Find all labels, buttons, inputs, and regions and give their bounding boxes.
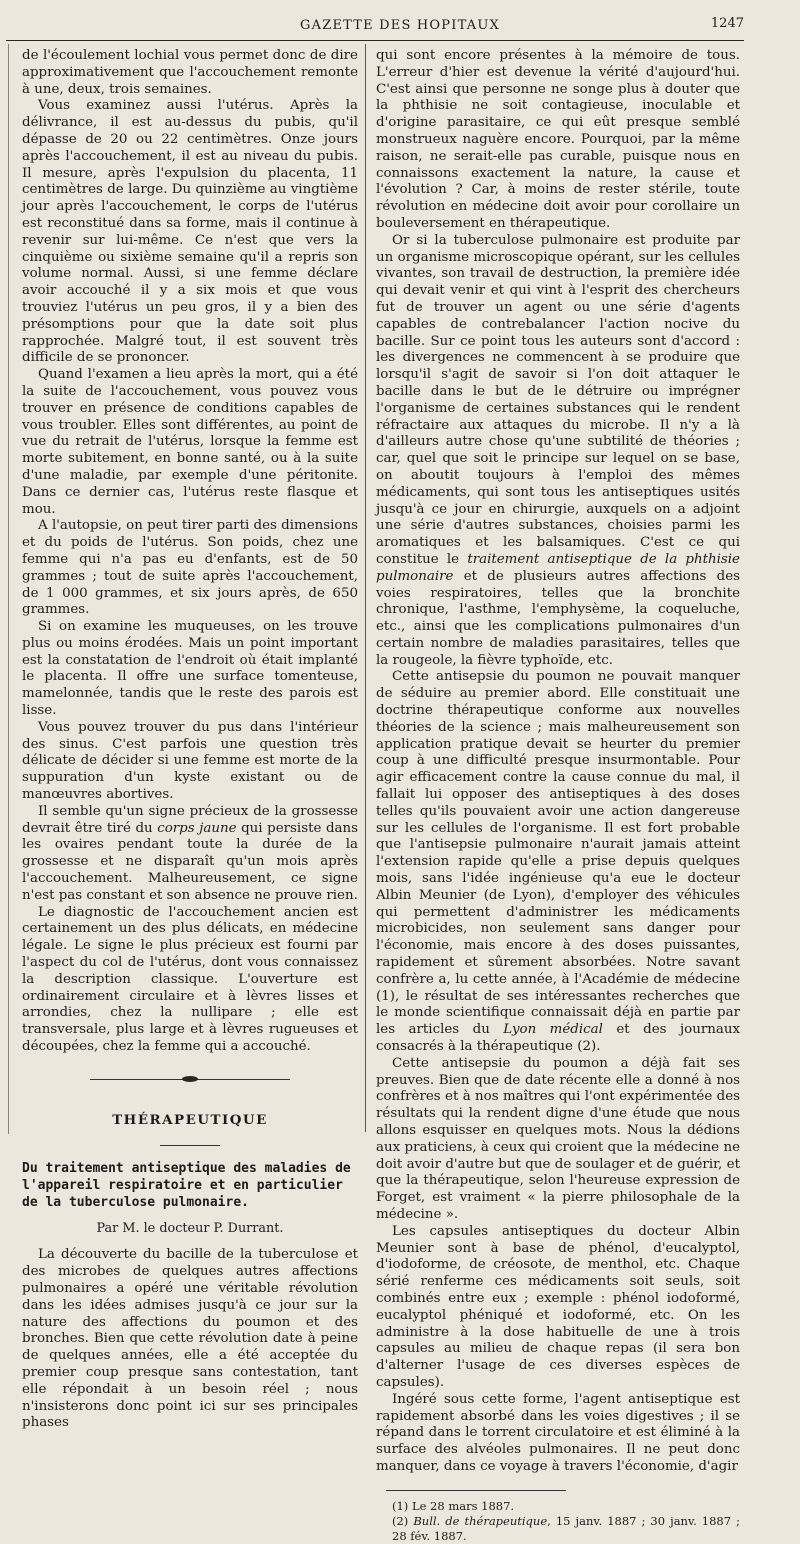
section-separator <box>90 1074 290 1084</box>
paragraph: qui sont encore présentes à la mémoire de tous. L'erreur d'hier est devenue la vérité d'aujourd'hui. C'est ainsi que personne ne songe plus à douter que la phthisie ne soit contagieuse, inoculable et d'origine parasitaire, ce qui eût presque semblé monstrueux naguère encore. Pourquoi, par la même raison, ne serait-elle pas curable, puisque nous en connaissons exactement la nature, la cause et l'évolution ? Car, à moins de rester stérile, toute révolution en médecine doit avoir pour corollaire un bouleversement en thérapeutique. <box>376 48 740 231</box>
paragraph-text: qui persiste dans les ovaires pendant toute la durée de la grossesse et ne disparaît qu'un mois après l'accouchement. Malheureusement, ce signe n'est pas constant et son absence ne prouve rien. <box>22 820 358 903</box>
left-column <box>22 48 358 1431</box>
footnote <box>392 1514 740 1544</box>
paragraph-text: Cette antisepsie du poumon ne pouvait manquer de séduire au premier abord. Elle constituait une doctrine thérapeutique conforme aux nouvelles théories de la science ; mais malheureusement son application pratique devait se heurter du premier coup à une difficulté presque insurmontable. Pour agir efficacement contre la cause connue du mal, il fallait lui opposer des antiseptiques à des doses telles qu'ils pouvaient avoir une action dangereuse sur les cellules de l'organisme. Il est fort probable que l'antisepsie pulmonaire n'aurait jamais atteint l'extension rapide qu'elle a prise depuis quelques mois, sans l'idée ingénieuse qu'a eue le docteur Albin Meunier (de Lyon), d'employer des véhicules qui permettent d'administrer les médicaments microbicides, non seulement sans danger pour l'économie, mais encore à des doses puissantes, rapidement et sûrement absorbées. Notre savant confrère a, lu cette année, à l'Académie de médecine (1), le résultat de ses intéressantes recherches que le monde scientifique connaissait déjà en partie par les articles du <box>376 669 740 1038</box>
section-title: THÉRAPEUTIQUE <box>112 1111 268 1128</box>
italic-term: traitement antiseptique de la phthisie pulmonaire <box>376 551 740 584</box>
page-number: 1247 <box>710 16 744 31</box>
footnote-rule <box>386 1490 566 1491</box>
footnote-text: (2) <box>392 1513 414 1528</box>
paragraph-text: Il semble qu'un signe précieux de la grossesse devrait être tiré du <box>22 803 358 836</box>
paragraph-text: et de plusieurs autres affections des voies respiratoires, telles que la bronchite chronique, l'asthme, l'emphysème, la coqueluche, etc., ainsi que les complications pulmonaires d'un certain nombre de maladies parasitaires, telles que la rougeole, la fièvre typhoïde, etc. <box>376 568 740 668</box>
title-rule <box>160 1145 220 1146</box>
footnote-text: (1) Le 28 mars 1887. <box>392 1498 515 1513</box>
paragraph: de l'écoulement lochial vous permet donc de dire approximativement que l'accouchement remonte à une, deux, trois semaines. <box>22 48 358 97</box>
paragraph: Les capsules antiseptiques du docteur Albin Meunier sont à base de phénol, d'eucalyptol, d'iodoforme, de créosote, de menthol, etc. Chaque sérié renferme ces médicaments soit seuls, soit combinés entre eux ; exemple : phénol iodoformé, eucalyptol phéniqué et iodoformé, etc. On les administre à la dose habituelle de une à trois capsules au milieu de chaque repas (il sera bon d'alterner l'usage de ces diverses espèces de capsules). <box>376 1223 740 1390</box>
footnote <box>392 1499 740 1514</box>
paragraph: Le diagnostic de l'accouchement ancien est certainement un des plus délicats, en médecine légale. Le signe le plus précieux est fourni par l'aspect du col de l'utérus, dont vous connaissez la description classique. L'ouverture est ordinairement circulaire et à lèvres lisses et arrondies, chez la nullipare ; elle est transversale, plus large et à lèvres rugueuses et découpées, chez la femme qui a accouché. <box>22 904 358 1055</box>
paragraph: Vous pouvez trouver du pus dans l'intérieur des sinus. C'est parfois une question très délicate de décider si une femme est morte de la suppuration d'un kyste existant ou de manœuvres abortives. <box>22 719 358 803</box>
paragraph: Ingéré sous cette forme, l'agent antiseptique est rapidement absorbé dans les voies digestives ; il se répand dans le torrent circulatoire et est éliminé à la surface des alvéoles pulmonaires. Il ne peut donc manquer, dans ce voyage à travers l'économie, d'agir <box>376 1391 740 1474</box>
article-author: Par M. le docteur P. Durrant. <box>96 1220 284 1236</box>
right-column <box>376 48 741 1543</box>
paragraph: Cette antisepsie du poumon a déjà fait ses preuves. Bien que de date récente elle a donné à nos confrères et à nos maîtres qui l'ont expérimentée des résultats qui la rendent digne d'une étude que nous allons esquisser en quelques mots. Nous la dédions aux praticiens, à ceux qui croient que la médecine ne doit avoir d'autre but que de soulager et de guérir, et que la thérapeutique, selon l'heureuse expression de Forget, est vraiment « la pierre philosophale de la médecine ». <box>376 1055 740 1222</box>
footnotes <box>376 1499 740 1544</box>
page-edge-rule <box>8 44 9 1134</box>
header-rule <box>6 40 744 41</box>
italic-term: Lyon médical <box>503 1022 603 1038</box>
column-divider <box>365 44 366 1132</box>
article-title: Du traitement antiseptique des maladies de l'appareil respiratoire et en particulier de la tuberculose pulmonaire. <box>22 1160 351 1210</box>
footnote-text: , 15 janv. 1887 ; 30 janv. 1887 ; 28 fév. 1887. <box>392 1513 740 1543</box>
paragraph <box>376 233 740 670</box>
paragraph <box>22 804 358 905</box>
paragraph: Quand l'examen a lieu après la mort, qui a été la suite de l'accouchement, vous pouvez vous trouver en présence de conditions capables de vous troubler. Elles sont différentes, au point de vue du retrait de l'utérus, lorsque la femme est morte subitement, en bonne santé, ou à la suite d'une maladie, par exemple d'une péritonite. Dans ce dernier cas, l'utérus reste flasque et mou. <box>22 367 358 517</box>
paragraph: La découverte du bacille de la tuberculose et des microbes de quelques autres affections pulmonaires a opéré une véritable révolution dans les idées admises jusqu'à ce jour sur la nature des affections du poumon et des bronches. Bien que cette révolution date à peine de quelques années, elle a été acceptée du premier coup presque sans contestation, tant elle répondait à un besoin réel ; nous n'insisterons donc point ici sur ses principales phases <box>22 1247 358 1431</box>
paragraph-text: et des journaux consacrés à la thérapeutique (2). <box>376 1022 741 1055</box>
footnote-italic: Bull. de thérapeutique <box>413 1513 548 1528</box>
paragraph: Si on examine les muqueuses, on les trouve plus ou moins érodées. Mais un point important est la constatation de l'endroit où était implanté le placenta. Il offre une surface tomenteuse, mamelonnée, tandis que le reste des parois est lisse. <box>22 619 358 719</box>
journal-title: GAZETTE DES HOPITAUX <box>300 18 500 33</box>
italic-term: corps jaune <box>157 820 237 836</box>
paragraph <box>376 669 740 1055</box>
page-header <box>0 12 800 40</box>
paragraph: A l'autopsie, on peut tirer parti des dimensions et du poids de l'utérus. Son poids, chez une femme qui n'a pas eu d'enfants, est de 50 grammes ; tout de suite après l'accouchement, de 1 000 grammes, et six jours après, de 650 grammes. <box>22 518 358 618</box>
paragraph-text: Or si la tuberculose pulmonaire est produite par un organisme microscopique opérant, sur les cellules vivantes, son travail de destruction, la première idée qui devait venir et qui vint à l'esprit des chercheurs fut de trouver un agent ou une série d'agents capables de contrebalancer l'action nocive du bacille. Sur ce point tous les auteurs sont d'accord : les divergences ne commencent à se produire que lorsqu'il s'agit de savoir si l'on doit attaquer le bacille dans le but de le détruire ou imprégner l'organisme de certaines substances qui le rendent réfractaire aux attaques du microbe. Il n'y a là d'ailleurs autre chose qu'une subtilité de théories ; car, quel que soit le principe sur lequel on se base, on aboutit toujours à l'emploi des mêmes médicaments, qui sont tous les antiseptiques usités jusqu'à ce jour en chirurgie, auxquels on a adjoint une série d'autres substances, choisies parmi les aromatiques et les balsamiques. C'est ce qui constitue le <box>376 232 740 567</box>
paragraph: Vous examinez aussi l'utérus. Après la délivrance, il est au-dessus du pubis, qu'il dépasse de 20 ou 22 centimètres. Onze jours après l'accouchement, il est au niveau du pubis. Il mesure, après l'expulsion du placenta, 11 centimètres de large. Du quinzième au vingtième jour après l'accouchement, le corps de l'utérus est reconstitué dans sa forme, mais il continue à revenir sur lui-même. Ce n'est que vers la cinquième ou sixième semaine qu'il a repris son volume normal. Aussi, si une femme déclare avoir accouché il y a six mois et que vous trouviez l'utérus un peu gros, il y a bien des présomptions pour que la date soit plus rapprochée. Malgré tout, il est souvent très difficile de se prononcer. <box>22 98 358 366</box>
